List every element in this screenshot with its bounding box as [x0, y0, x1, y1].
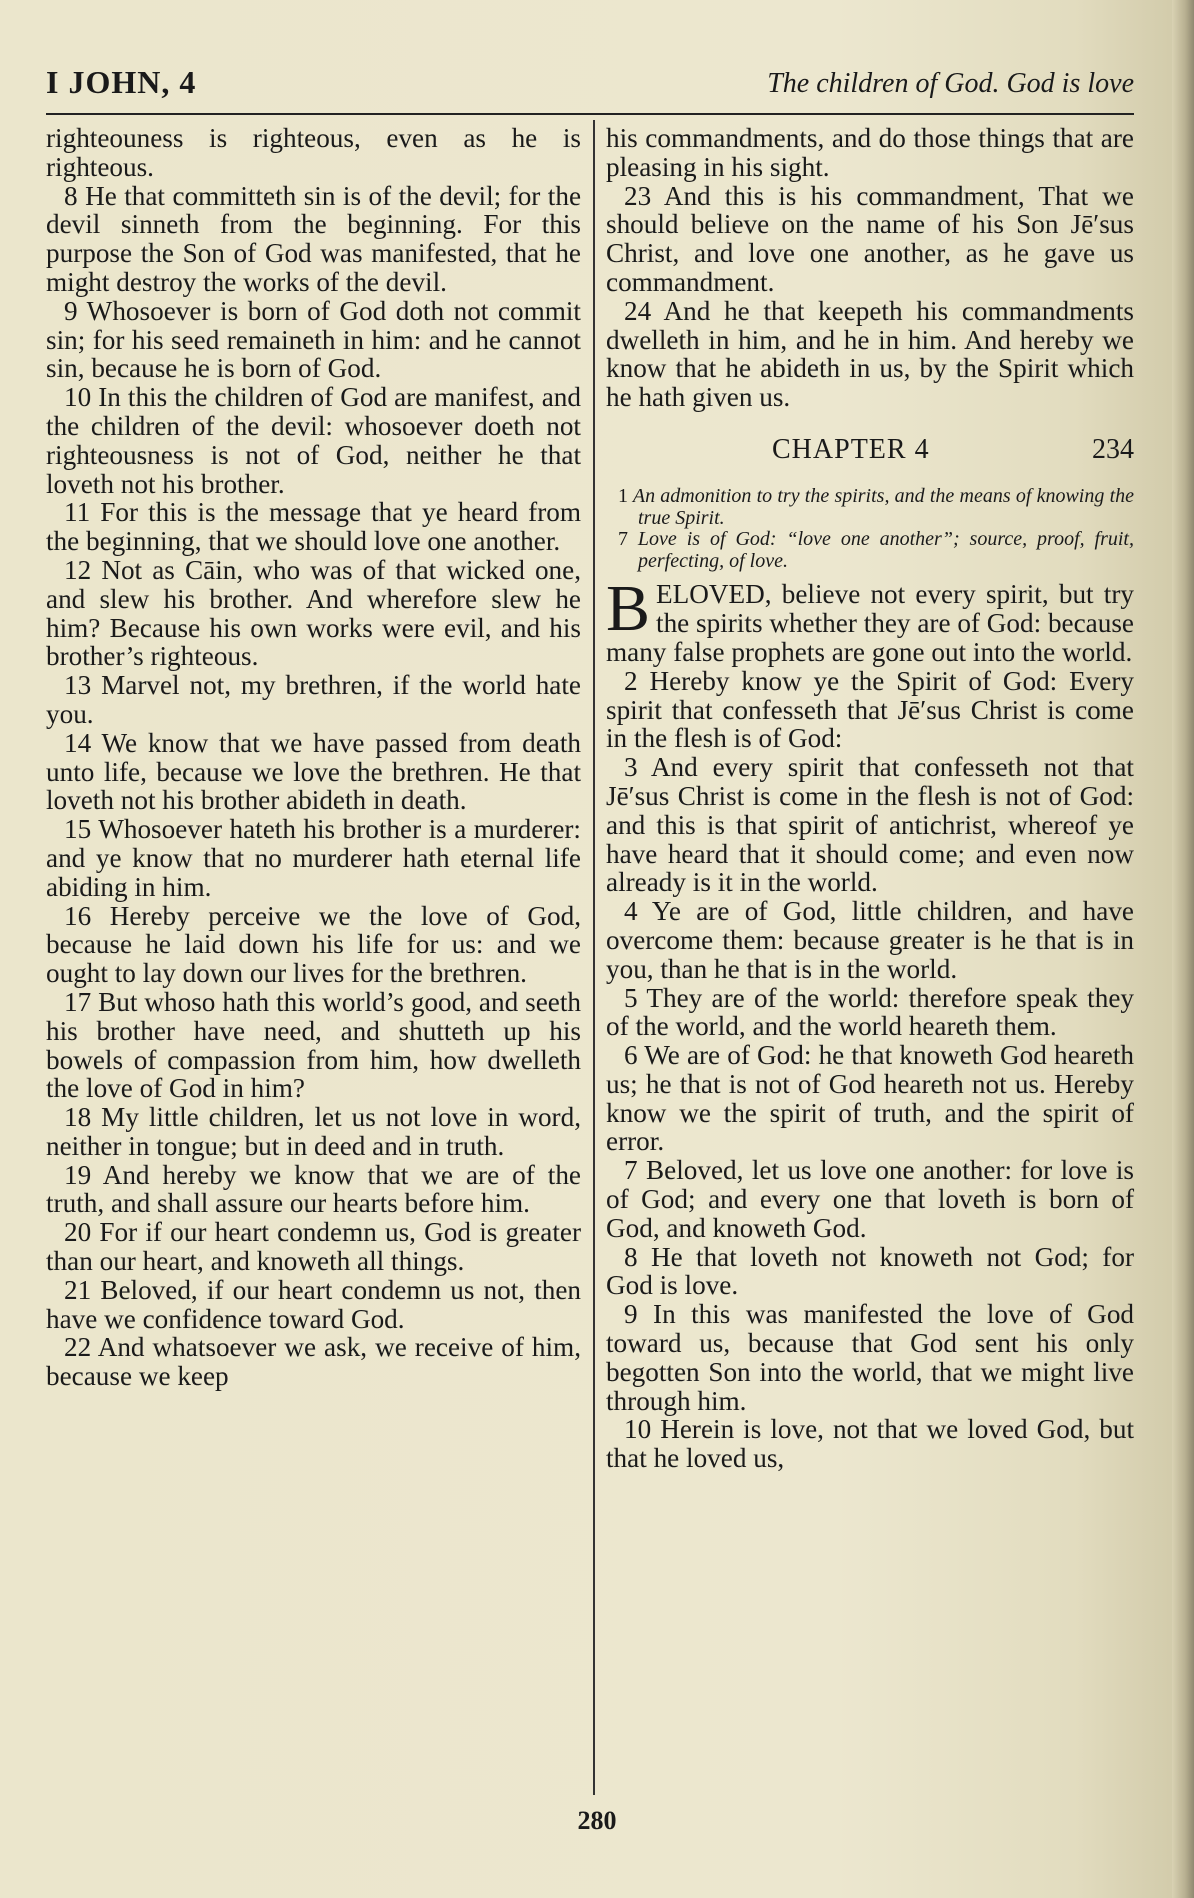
right-column	[606, 124, 1134, 1473]
verse	[606, 753, 1134, 897]
verse	[606, 182, 1134, 297]
verse-text: He that committeth sin is of the devil; for the devil sinneth from the beginning. For this purpose the Son of God was manifested, that he might destroy the works of the devil.	[46, 180, 582, 297]
verse-text: Hereby know ye the Spirit of God: Every spirit that confesseth that Jē′sus Christ is come in the flesh is of God:	[606, 665, 1134, 754]
verse-number: 6	[624, 1040, 638, 1071]
verse-number: 11	[64, 497, 91, 528]
verse-number: 20	[64, 1217, 92, 1248]
verse-text: He that loveth not knoweth not God; for God is love.	[606, 1241, 1134, 1301]
left-column	[46, 124, 581, 1391]
summary-verse-number: 7	[618, 528, 628, 551]
verse	[606, 1156, 1134, 1242]
verse-number: 9	[64, 295, 78, 326]
summary-line	[606, 486, 1134, 529]
verse	[46, 1333, 581, 1391]
verse-number: 15	[64, 814, 92, 845]
verse-number: 17	[64, 986, 92, 1017]
verse	[46, 988, 581, 1103]
verse	[606, 1041, 1134, 1156]
verse-text: And he that keepeth his commandments dwelleth in him, and he in him. And hereby we know that he abideth in us, by the Spirit which he hath given us.	[606, 295, 1135, 413]
verse-text: Herein is love, not that we loved God, but that he loved us,	[606, 1414, 1134, 1474]
summary-verse-number: 1	[618, 484, 628, 507]
verse-number: 24	[624, 295, 652, 326]
verse-number: 23	[624, 180, 652, 211]
verse	[606, 984, 1134, 1042]
verse-number: 2	[624, 665, 638, 696]
running-header	[46, 64, 1134, 110]
verse-number: 4	[624, 896, 638, 927]
verse-text: In this the children of God are manifest, and the children of the devil: whosoever doeth not righteousness is not of God, neither he that loveth not his brother.	[46, 382, 581, 499]
verse-text: Marvel not, my brethren, if the world hate you.	[46, 670, 581, 729]
chapter-reference-number: 234	[1092, 433, 1134, 465]
verse-number: 9	[624, 1299, 638, 1330]
verse-number: 19	[64, 1159, 92, 1190]
verse	[46, 1103, 581, 1161]
verse-text: And whatsoever we ask, we receive of him, because we keep	[46, 1332, 582, 1392]
header-rule	[46, 113, 1134, 115]
verse-text: his commandments, and do those things that are pleasing in his sight.	[606, 123, 1134, 182]
verse	[606, 297, 1134, 412]
verse-text: And every spirit that confesseth not that Jē′sus Christ is come in the flesh is not of God: and this is that spirit of antichrist, whereof ye have heard that it should come; and even now already is it in the world.	[606, 752, 1134, 898]
topic-heading: The children of God. God is love	[767, 68, 1134, 99]
verse-text: For this is the message that ye heard from the beginning, that we should love one another.	[46, 497, 582, 557]
verse	[606, 1243, 1134, 1301]
right-column-verses-top	[606, 124, 1134, 412]
verse-text: And hereby we know that we are of the truth, and shall assure our hearts before him.	[46, 1159, 582, 1219]
verse	[46, 902, 581, 988]
verse-lead: ELOVED,	[656, 579, 772, 610]
chapter-summary	[606, 486, 1134, 572]
chapter-heading	[606, 426, 1134, 486]
verse	[46, 671, 581, 729]
verse-number: 14	[64, 727, 92, 758]
summary-line	[606, 529, 1134, 572]
verse	[46, 556, 581, 671]
verse-text: But whoso hath this world’s good, and seeth his brother have need, and shutteth up his bowels of compassion from him, how dwelleth the love of God in him?	[46, 986, 582, 1104]
verse	[46, 383, 581, 498]
verse-number: 22	[64, 1332, 92, 1363]
verse-text: For if our heart condemn us, God is greater than our heart, and knoweth all things.	[46, 1217, 581, 1277]
verse	[46, 124, 581, 182]
verse-text: Not as Cāin, who was of that wicked one, and slew his brother. And wherefore slew he him? Because his own works were evil, and his brother’s righteous.	[46, 554, 582, 672]
verse-text: Hereby perceive we the love of God, because he laid down his life for us: and we ought to lay down our lives for the brethren.	[46, 900, 582, 989]
verse	[46, 729, 581, 815]
verse-number: 18	[64, 1102, 92, 1133]
verse	[606, 124, 1134, 182]
verse-number: 3	[624, 752, 638, 783]
verse	[46, 1161, 581, 1219]
verse-text: They are of the world: therefore speak they of the world, and the world heareth them.	[606, 982, 1134, 1042]
verse-text: Whosoever hateth his brother is a murderer: and ye know that no murderer hath eternal life abiding in him.	[46, 814, 581, 902]
chapter-title: CHAPTER 4	[772, 433, 930, 465]
verse-number: 8	[64, 180, 78, 211]
page-edge	[1172, 0, 1194, 1898]
drop-cap: B	[606, 572, 651, 646]
verse-number: 10	[624, 1414, 652, 1445]
right-column-verses-bottom	[606, 572, 1135, 1474]
verse-text: We are of God: he that knoweth God heareth us; he that is not of God heareth not us. Hereby know we the spirit of truth, and the spirit of error.	[606, 1040, 1134, 1157]
column-divider	[593, 120, 595, 1795]
summary-text: An admonition to try the spirits, and the means of knowing the true Spirit.	[632, 484, 1135, 529]
verse	[606, 667, 1134, 753]
summary-text: Love is of God: “love one another”; source, proof, fruit, perfecting, of love.	[637, 528, 1134, 572]
verse	[606, 897, 1134, 983]
verse-text: believe not every spirit, but try the spirits whether they are of God: because many false prophets are gone out into the world.	[606, 579, 1134, 667]
verse-text: And this is his commandment, That we should believe on the name of his Son Jē′sus Christ, and love one another, as he gave us commandment.	[606, 180, 1134, 297]
verse	[46, 182, 581, 297]
verse-number: 7	[624, 1155, 638, 1186]
verse-text: In this was manifested the love of God toward us, because that God sent his only begotten Son into the world, that we might live through him.	[606, 1299, 1135, 1416]
verse-text: We know that we have passed from death unto life, because we love the brethren. He that loveth not his brother abideth in death.	[46, 727, 581, 816]
book-chapter-title: I JOHN, 4	[46, 64, 197, 100]
verse-text: righteouness is righteous, even as he is righteous.	[46, 123, 581, 182]
verse	[606, 1415, 1134, 1473]
verse-1	[606, 572, 1134, 667]
verse-number: 12	[64, 554, 92, 585]
verse	[46, 297, 581, 383]
verse	[46, 1276, 581, 1334]
verse-text: Ye are of God, little children, and have overcome them: because greater is he that is in you, than he that is in the world.	[606, 896, 1134, 984]
verse-text: Beloved, if our heart condemn us not, then have we confidence toward God.	[46, 1274, 582, 1334]
verse	[606, 1300, 1134, 1415]
verse	[46, 498, 581, 556]
verse	[46, 1218, 581, 1276]
verse-number: 10	[64, 382, 92, 413]
verse-number: 16	[64, 900, 92, 931]
verse-text: My little children, let us not love in word, neither in tongue; but in deed and in truth.	[46, 1102, 582, 1161]
verse-number: 5	[624, 982, 638, 1013]
verse-number: 13	[64, 670, 92, 701]
verse-text: Whosoever is born of God doth not commit sin; for his seed remaineth in him: and he cannot sin, because he is born of God.	[46, 295, 581, 384]
verse-text: Beloved, let us love one another: for love is of God; and every one that loveth is born of God, and knoweth God.	[606, 1155, 1135, 1243]
verse-number: 8	[624, 1241, 638, 1272]
verse-number: 21	[64, 1274, 92, 1305]
page-number: 280	[577, 1806, 617, 1835]
verse	[46, 815, 581, 901]
